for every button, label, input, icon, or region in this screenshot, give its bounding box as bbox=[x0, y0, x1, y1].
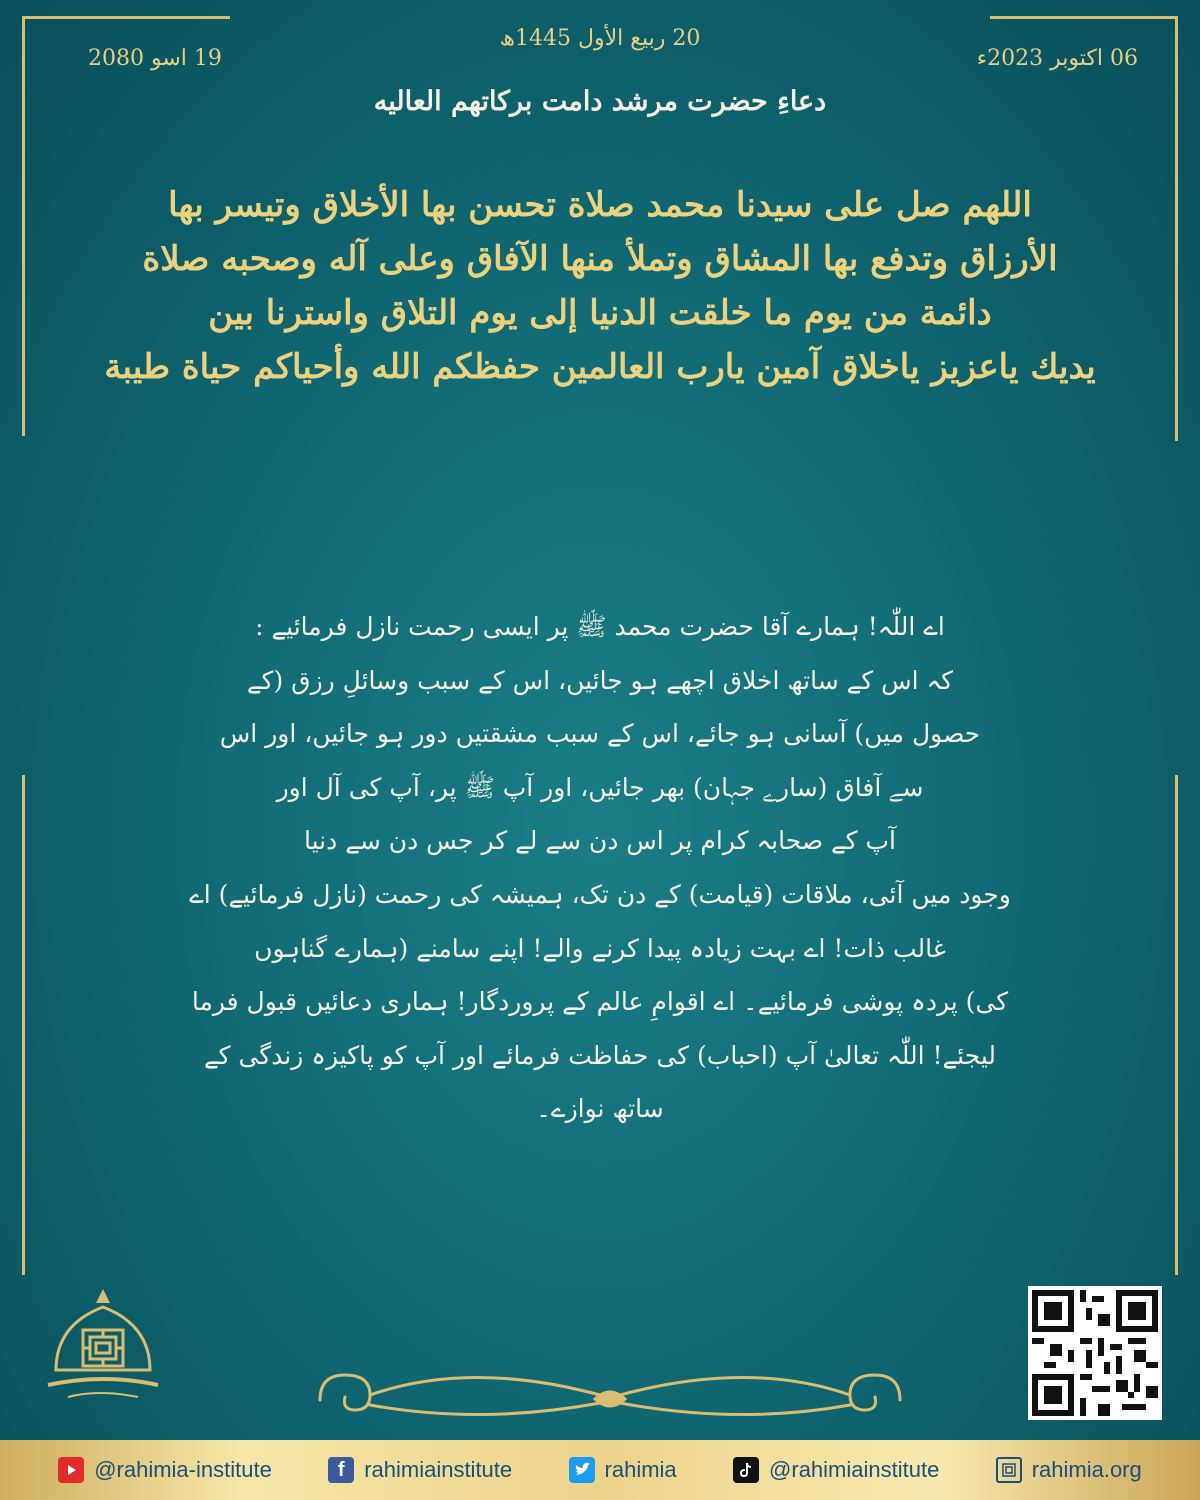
urdu-line: کہ اس کے ساتھ اخلاق اچھے ہو جائیں، اس کے سبب وسائلِ رزق (کے bbox=[246, 665, 954, 695]
frame-left-top bbox=[22, 16, 25, 436]
website-link[interactable] bbox=[996, 1457, 1142, 1483]
tiktok-handle: @rahimiainstitute bbox=[769, 1457, 940, 1482]
arabic-line: یدیك یاعزیز یاخلاق آمین یارب العالمین حفظکم الله وأحیاکم حیاة طیبة bbox=[104, 347, 1096, 387]
gregorian-date: 06 اکتوبر 2023ء bbox=[976, 46, 1138, 71]
arabic-dua bbox=[85, 178, 1115, 394]
website-url: rahimia.org bbox=[1031, 1457, 1142, 1482]
frame-right-bottom bbox=[1175, 775, 1178, 1275]
dua-title: دعاءِ حضرت مرشد دامت برکاتهم العالیه bbox=[373, 86, 827, 117]
youtube-icon bbox=[58, 1457, 84, 1483]
urdu-line: سے آفاق (سارے جہان) بھر جائیں، اور آپ ﷺ پر، آپ کی آل اور bbox=[276, 772, 924, 802]
nepali-date: 19 اسو 2080 bbox=[88, 46, 222, 71]
urdu-translation bbox=[135, 600, 1065, 1136]
arabic-line: دائمة من یوم ما خلقت الدنیا إلی یوم التلاق واسترنا بین bbox=[208, 293, 992, 333]
youtube-handle: @rahimia-institute bbox=[94, 1457, 272, 1482]
arabic-line: اللهم صل علی سیدنا محمد صلاة تحسن بها الأخلاق وتیسر بها bbox=[168, 185, 1032, 225]
twitter-icon bbox=[569, 1457, 595, 1483]
twitter-link[interactable] bbox=[569, 1457, 677, 1483]
arabic-line: الأرزاق وتدفع بها المشاق وتملأ منها الآفاق وعلی آله وصحبه صلاة bbox=[142, 239, 1058, 279]
urdu-line: حصول میں) آسانی ہو جائے، اس کے سبب مشقتیں دور ہو جائیں، اور اس bbox=[219, 719, 981, 749]
urdu-line: غالب ذات! اے بہت زیادہ پیدا کرنے والے! اپنے سامنے (ہمارے گناہوں bbox=[254, 933, 946, 963]
urdu-line: اے اللّٰہ! ہمارے آقا حضرت محمد ﷺ پر ایسی رحمت نازل فرمائیے : bbox=[255, 612, 945, 641]
urdu-line: وجود میں آئی، ملاقات (قیامت) کے دن تک، ہمیشہ کی رحمت (نازل فرمائیے) اے bbox=[189, 879, 1011, 909]
frame-right-top bbox=[1175, 16, 1178, 441]
urdu-line: آپ کے صحابہ کرام پر اس دن سے لے کر جس دن سے دنیا bbox=[304, 826, 896, 856]
ornament-divider bbox=[300, 1355, 920, 1430]
qr-code-icon bbox=[1032, 1290, 1158, 1416]
social-footer bbox=[0, 1440, 1200, 1500]
tiktok-icon bbox=[733, 1457, 759, 1483]
facebook-icon: f bbox=[328, 1457, 354, 1483]
frame-left-bottom bbox=[22, 775, 25, 1275]
frame-top-left bbox=[22, 16, 230, 19]
facebook-handle: rahimiainstitute bbox=[364, 1457, 513, 1482]
urdu-line: ساتھ نوازے۔ bbox=[536, 1094, 664, 1124]
qr-code[interactable] bbox=[1028, 1286, 1162, 1420]
youtube-link[interactable] bbox=[58, 1457, 272, 1483]
urdu-line: کی) پردہ پوشی فرمائیے۔ اے اقوامِ عالم کے پروردگار! ہماری دعائیں قبول فرما bbox=[191, 987, 1009, 1017]
twitter-handle: rahimia bbox=[604, 1457, 677, 1482]
hijri-date: 20 ربیع الأول 1445ھ bbox=[499, 26, 701, 51]
website-icon bbox=[996, 1457, 1022, 1483]
tiktok-link[interactable] bbox=[733, 1457, 939, 1483]
frame-top-right bbox=[990, 16, 1178, 19]
urdu-line: لیجئے! اللّٰہ تعالیٰ آپ (احباب) کی حفاظت فرمائے اور آپ کو پاکیزہ زندگی کے bbox=[203, 1040, 997, 1070]
rahimia-logo bbox=[38, 1285, 168, 1435]
facebook-link[interactable] bbox=[328, 1457, 512, 1483]
